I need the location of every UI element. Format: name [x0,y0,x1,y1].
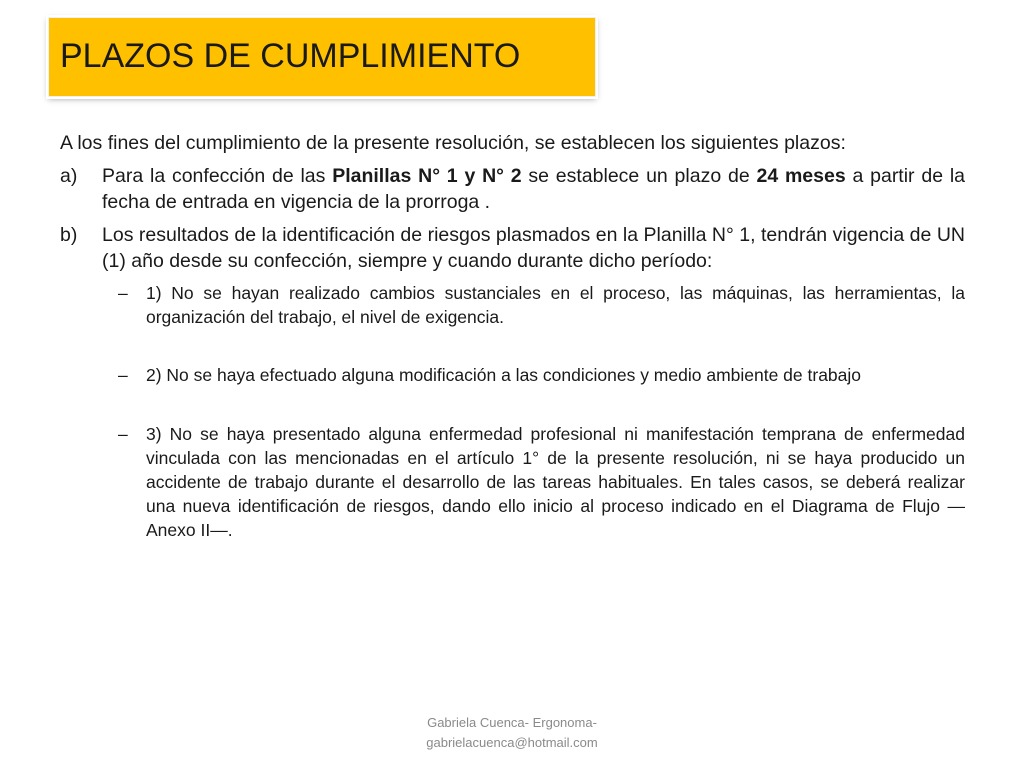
sub-item-2-text: 2) No se haya efectuado alguna modificación a las condiciones y medio ambiente de trabajo [146,365,862,385]
item-a-text-3: a partir de la fecha de entrada en vigencia de la prorroga . [102,165,966,213]
item-b [60,222,965,274]
sub-item-2 [118,363,965,387]
item-a-bold-1: Planillas N° 1 y N° 2 [332,165,522,187]
item-a [60,163,965,215]
footer-line-1: Gabriela Cuenca- Ergonoma- [427,715,597,730]
item-b-text: Los resultados de la identificación de riesgos plasmados en la Planilla N° 1, tendrán vigencia de UN (1) año desde su confección, siempre y cuando durante dicho período: [102,224,965,272]
sub-item-1-dash: – [118,283,128,303]
item-a-marker: a) [60,165,78,187]
sub-item-2-dash: – [118,365,128,385]
item-a-bold-2: 24 meses [756,165,846,187]
title-box [48,17,596,97]
footer [362,713,662,753]
sub-item-3-dash: – [118,424,128,444]
intro-paragraph: A los fines del cumplimiento de la presente resolución, se establecen los siguientes plazos: [60,132,846,154]
sub-item-1 [118,281,965,329]
item-a-text-2: se establece un plazo de [521,165,757,187]
item-a-text-1: Para la confección de las [102,165,333,187]
slide-title: PLAZOS DE CUMPLIMIENTO [60,37,521,75]
sub-item-3 [118,422,965,542]
sub-item-3-text: 3) No se haya presentado alguna enfermedad profesional ni manifestación temprana de enfermedad vinculada con las mencionadas en el artículo 1° de la presente resolución, ni se haya producido un accidente de trabajo durante el desarrollo de las tareas habituales. En tales casos, se deberá realizar una nueva identificación de riesgos, dando ello inicio al proceso indicado en el Diagrama de Flujo —Anexo II—. [146,424,965,540]
slide-body [60,130,965,542]
footer-line-2: gabrielacuenca@hotmail.com [426,735,598,750]
sub-item-1-text: 1) No se hayan realizado cambios sustanciales en el proceso, las máquinas, las herramientas, la organización del trabajo, el nivel de exigencia. [146,283,965,327]
item-b-marker: b) [60,224,78,246]
